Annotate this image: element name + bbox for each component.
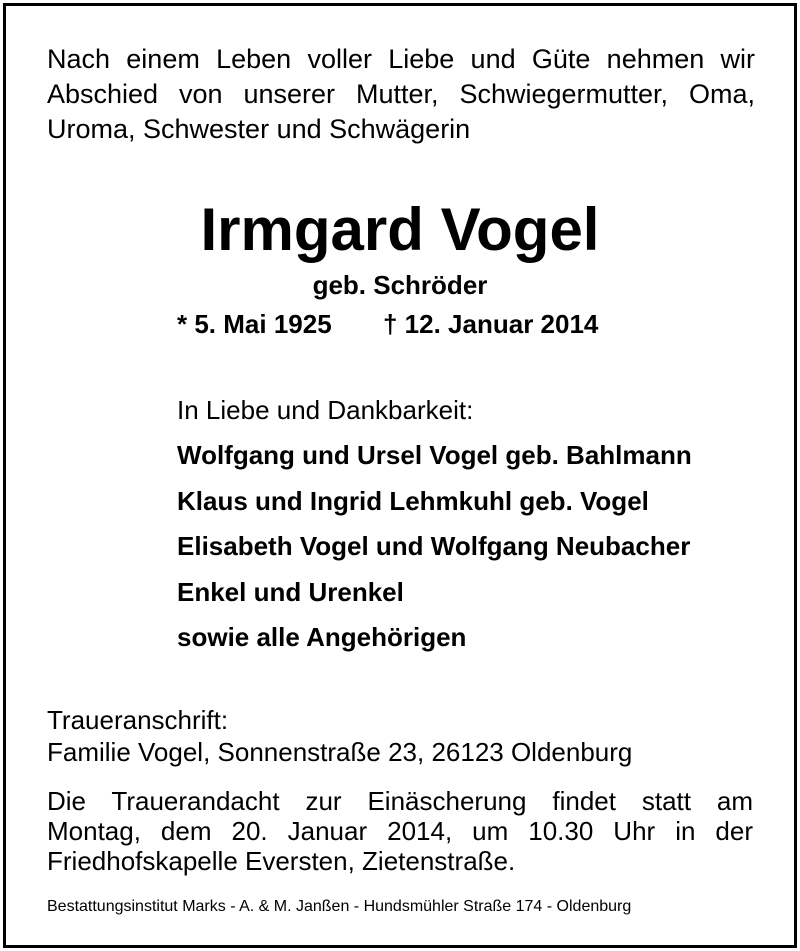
mourner-entry: sowie alle Angehörigen	[177, 622, 467, 652]
mourner-entry: Elisabeth Vogel und Wolfgang Neubacher	[177, 531, 691, 561]
mourning-address: Familie Vogel, Sonnenstraße 23, 26123 Oldenburg	[47, 737, 633, 767]
gratitude-line: In Liebe und Dankbarkeit:	[177, 395, 474, 425]
service-line: Die Trauerandacht zur Einäscherung findet statt am	[47, 786, 753, 816]
intro-line: Uroma, Schwester und Schwägerin	[47, 114, 471, 144]
service-line: Friedhofskapelle Eversten, Zietenstraße.	[47, 846, 516, 876]
intro-line: Abschied von unserer Mutter, Schwiegermutter, Oma,	[47, 79, 755, 109]
deceased-name: Irmgard Vogel	[200, 196, 600, 263]
mourner-entry: Wolfgang und Ursel Vogel geb. Bahlmann	[177, 440, 692, 470]
death-date: † 12. Januar 2014	[383, 309, 599, 339]
mourner-entry: Klaus und Ingrid Lehmkuhl geb. Vogel	[177, 485, 649, 516]
intro-text	[47, 42, 755, 147]
address-label: Traueranschrift:	[47, 705, 229, 735]
birth-date: * 5. Mai 1925	[177, 309, 332, 339]
maiden-name: geb. Schröder	[312, 270, 488, 300]
funeral-home-footer: Bestattungsinstitut Marks - A. & M. Janßen - Hundsmühler Straße 174 - Oldenburg	[47, 898, 632, 915]
intro-line: Nach einem Leben voller Liebe und Güte nehmen wir	[47, 44, 755, 74]
service-notice	[47, 786, 753, 876]
service-line: Montag, dem 20. Januar 2014, um 10.30 Uhr in der	[47, 816, 753, 846]
life-dates	[0, 306, 800, 342]
mourner-entry: Enkel und Urenkel	[177, 576, 404, 607]
mourners-list	[177, 433, 692, 661]
